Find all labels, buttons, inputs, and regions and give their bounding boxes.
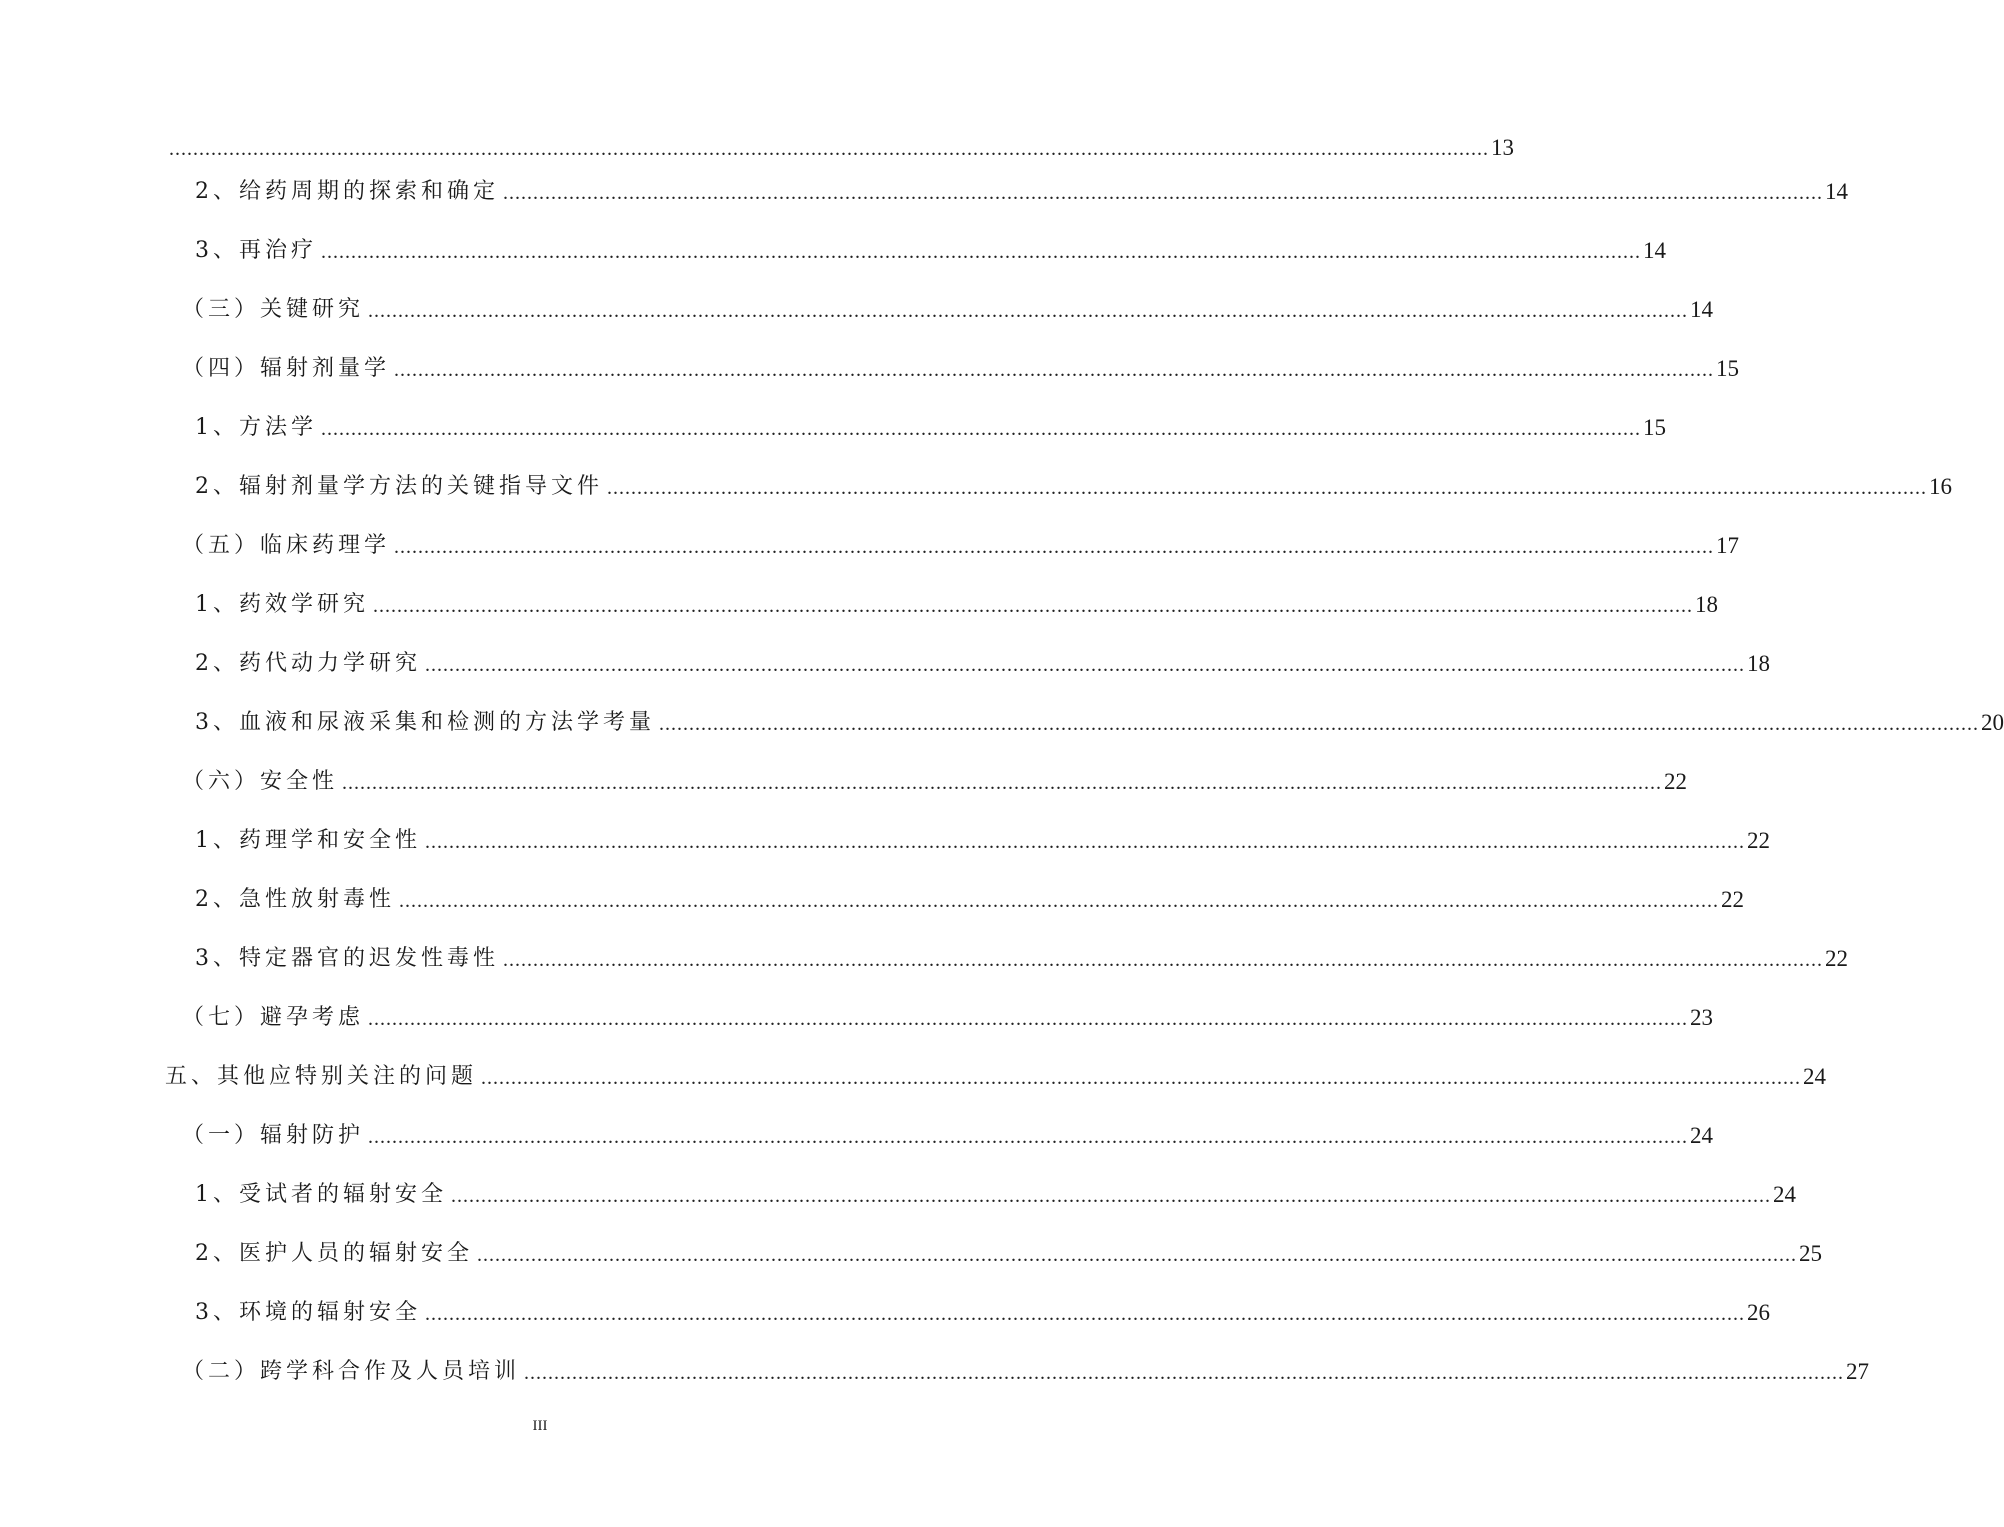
toc-entry-page: 18 — [1747, 651, 1770, 676]
toc-entry-page: 24 — [1803, 1064, 1827, 1089]
toc-entry-page: 26 — [1747, 1300, 1770, 1325]
toc-leader-dots: ............................................................................................................................................................................................................................ — [399, 890, 1719, 912]
toc-entry[interactable] — [195, 819, 1770, 855]
toc-entry-page: 24 — [1690, 1123, 1714, 1148]
toc-leader-dots: ............................................................................................................................................................................................................................ — [659, 713, 1979, 735]
toc-entry-label: 2、给药周期的探索和确定 — [195, 179, 499, 204]
toc-entry-label: （五）临床药理学 — [182, 533, 391, 558]
toc-leader-dots: ............................................................................................................................................................................................................................ — [477, 1244, 1797, 1266]
toc-entry-label: 1、药理学和安全性 — [195, 828, 421, 853]
toc-entry-label: 2、辐射剂量学方法的关键指导文件 — [195, 474, 603, 499]
toc-entry-page: 14 — [1643, 238, 1666, 263]
toc-entry[interactable] — [195, 642, 1770, 678]
toc-leader-dots: ............................................................................................................................................................................................................................ — [607, 477, 1927, 499]
toc-leader-dots: ............................................................................................................................................................................................................................ — [394, 359, 1715, 381]
toc-leader-dots: ............................................................................................................................................................................................................................ — [368, 300, 1689, 322]
toc-entry[interactable] — [182, 1114, 1714, 1150]
toc-leader-dots: ............................................................................................................................................................................................................................ — [451, 1185, 1771, 1207]
toc-entry-page: 22 — [1721, 887, 1744, 912]
toc-leader-dots: ............................................................................................................................................................................................................................ — [394, 536, 1715, 558]
toc-entry-page: 22 — [1825, 946, 1848, 971]
toc-entry-page: 22 — [1664, 769, 1688, 794]
toc-leader-dots: ............................................................................................................................................................................................................................ — [321, 241, 1641, 263]
toc-entry[interactable] — [195, 937, 1848, 973]
toc-entry-page: 15 — [1716, 356, 1740, 381]
toc-entry[interactable] — [195, 701, 2004, 737]
toc-leader-dots: ............................................................................................................................................................................................................................ — [368, 1008, 1689, 1030]
toc-entry[interactable] — [165, 126, 1514, 162]
toc-entry-page: 17 — [1716, 533, 1740, 558]
toc-leader-dots: ............................................................................................................................................................................................................................ — [368, 1126, 1689, 1148]
toc-entry-label: （六）安全性 — [182, 769, 339, 794]
toc-entry[interactable] — [165, 1055, 1827, 1091]
toc-leader-dots: ............................................................................................................................................................................................................................ — [524, 1362, 1845, 1384]
toc-entry[interactable] — [195, 1173, 1796, 1209]
toc-entry[interactable] — [195, 878, 1744, 914]
toc-leader-dots: ............................................................................................................................................................................................................................ — [425, 831, 1745, 853]
toc-leader-dots: ............................................................................................................................................................................................................................ — [503, 182, 1823, 204]
toc-leader-dots: ............................................................................................................................................................................................................................ — [321, 418, 1641, 440]
toc-entry[interactable] — [195, 583, 1718, 619]
toc-entry-page: 15 — [1643, 415, 1666, 440]
toc-entry-label: 3、特定器官的迟发性毒性 — [195, 946, 499, 971]
toc-entry[interactable] — [182, 1350, 1870, 1386]
toc-entry-page: 27 — [1846, 1359, 1870, 1384]
toc-entry[interactable] — [195, 229, 1666, 265]
toc-entry[interactable] — [182, 760, 1688, 796]
toc-entry-page: 23 — [1690, 1005, 1714, 1030]
toc-entry-label: 3、环境的辐射安全 — [195, 1300, 421, 1325]
toc-entry[interactable] — [195, 465, 1952, 501]
toc-entry-label: 2、急性放射毒性 — [195, 887, 395, 912]
toc-entry-label: （四）辐射剂量学 — [182, 356, 391, 381]
toc-entry-label: 1、方法学 — [195, 415, 317, 440]
toc-entry-label: 3、血液和尿液采集和检测的方法学考量 — [195, 710, 655, 735]
toc-entry-page: 13 — [1491, 135, 1514, 160]
toc-entry-label: （一）辐射防护 — [182, 1123, 365, 1148]
toc-entry-label: 2、药代动力学研究 — [195, 651, 421, 676]
toc-entry-label: （三）关键研究 — [182, 297, 365, 322]
toc-entry-page: 14 — [1825, 179, 1848, 204]
toc-entry[interactable] — [195, 170, 1848, 206]
page-number: III — [532, 1418, 548, 1434]
toc-entry-page: 20 — [1981, 710, 2004, 735]
toc-entry[interactable] — [182, 347, 1740, 383]
toc-leader-dots: ............................................................................................................................................................................................................................ — [425, 654, 1745, 676]
toc-entry[interactable] — [195, 406, 1666, 442]
toc-entry-label: （七）避孕考虑 — [182, 1005, 365, 1030]
toc-entry-page: 16 — [1929, 474, 1952, 499]
toc-entry[interactable] — [182, 524, 1740, 560]
toc-entry-label: 1、受试者的辐射安全 — [195, 1182, 447, 1207]
toc-entry[interactable] — [182, 288, 1714, 324]
toc-leader-dots: ............................................................................................................................................................................................................................ — [342, 772, 1663, 794]
toc-entry-label: 1、药效学研究 — [195, 592, 369, 617]
toc-entry[interactable] — [195, 1291, 1770, 1327]
toc-entry-page: 14 — [1690, 297, 1714, 322]
toc-leader-dots: ............................................................................................................................................................................................................................ — [425, 1303, 1745, 1325]
toc-leader-dots: ............................................................................................................................................................................................................................ — [169, 138, 1489, 160]
toc-entry-page: 25 — [1799, 1241, 1822, 1266]
toc-entry-label: 3、再治疗 — [195, 238, 317, 263]
toc-entry[interactable] — [182, 996, 1714, 1032]
toc-entry[interactable] — [195, 1232, 1822, 1268]
toc-leader-dots: ............................................................................................................................................................................................................................ — [373, 595, 1693, 617]
toc-leader-dots: ............................................................................................................................................................................................................................ — [503, 949, 1823, 971]
toc-entry-page: 18 — [1695, 592, 1718, 617]
toc-entry-label: （二）跨学科合作及人员培训 — [182, 1359, 521, 1384]
toc-entry-page: 24 — [1773, 1182, 1796, 1207]
toc-leader-dots: ............................................................................................................................................................................................................................ — [481, 1067, 1802, 1089]
toc-entry-page: 22 — [1747, 828, 1770, 853]
toc-entry-label: 五、其他应特别关注的问题 — [165, 1064, 478, 1089]
toc-entry-label: 2、医护人员的辐射安全 — [195, 1241, 473, 1266]
